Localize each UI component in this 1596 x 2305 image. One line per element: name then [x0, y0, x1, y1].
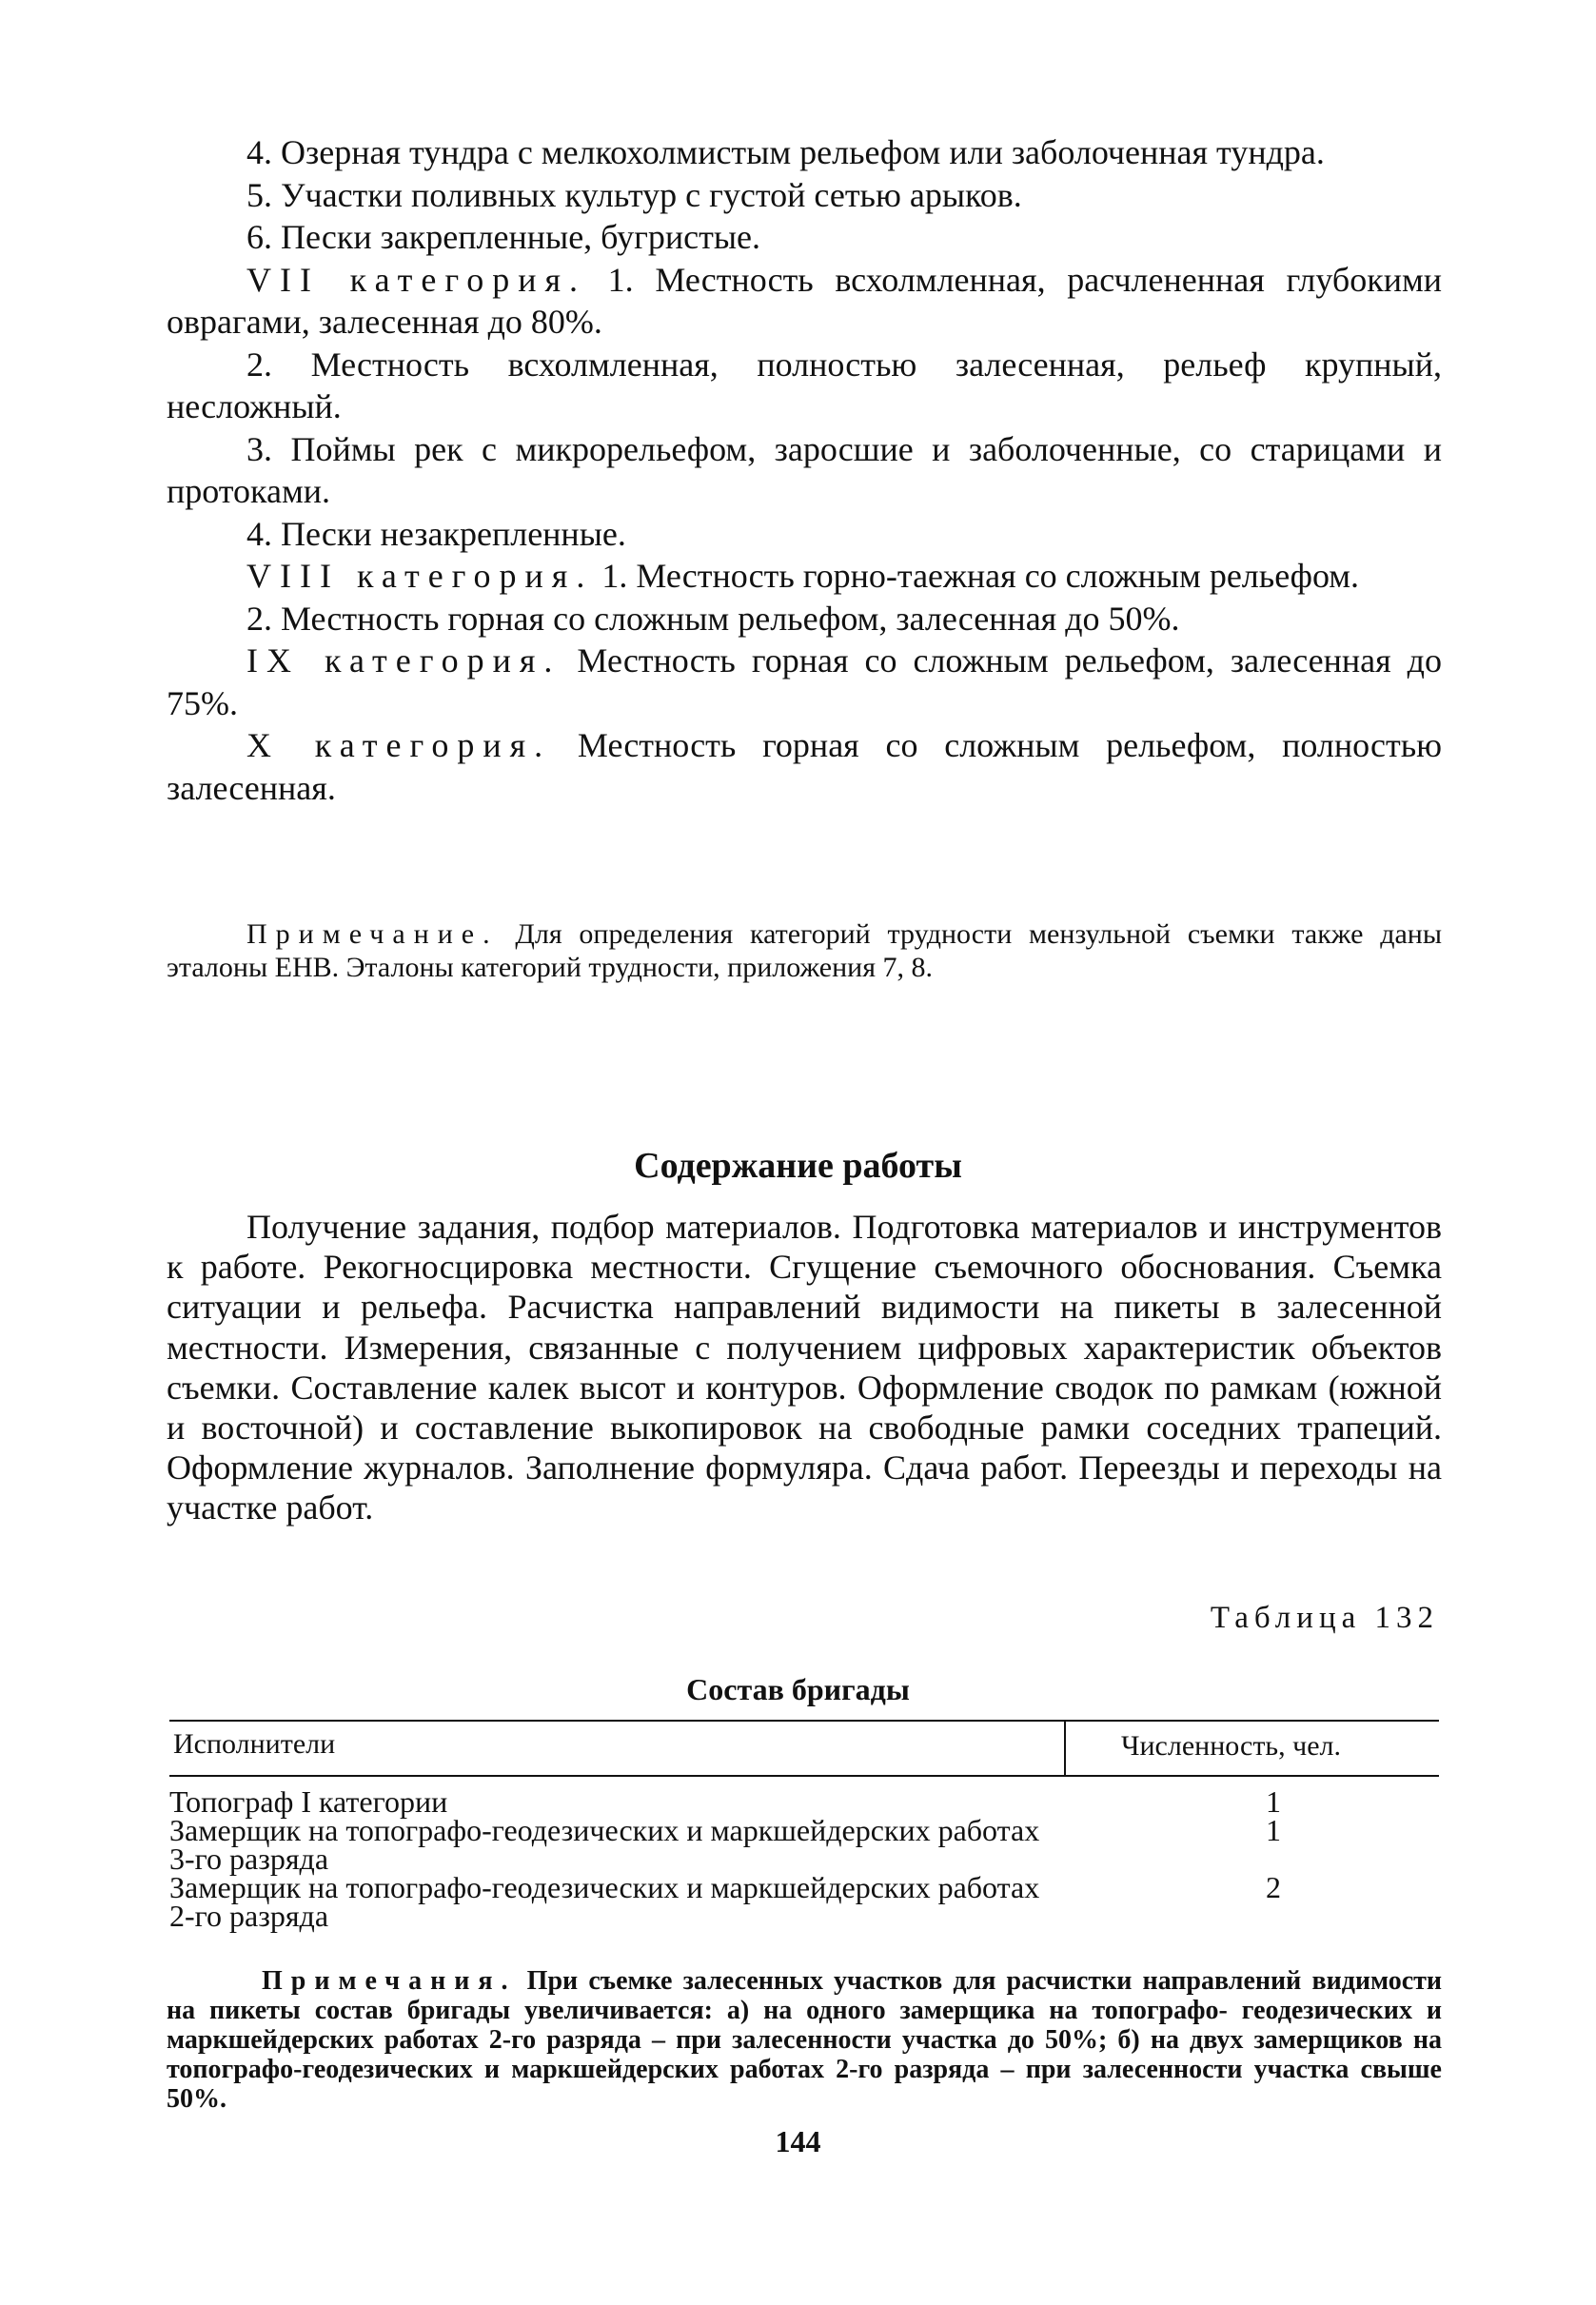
table-title: Состав бригады — [686, 1672, 910, 1706]
table-column-divider — [1064, 1720, 1066, 1775]
column-header-performers: Исполнители — [173, 1728, 336, 1760]
table-row — [169, 1870, 1439, 1933]
count-cell: 2 — [1266, 1870, 1281, 1904]
category-label: IX категория. — [246, 641, 562, 680]
category-label: VII категория. — [246, 260, 587, 299]
table-row — [169, 1813, 1439, 1876]
note-text: Для определения категорий трудности мензульной съемки также даны эталоны ЕНВ. Эталоны категорий трудности, приложения 7, 8. — [167, 918, 1442, 983]
page-number: 144 — [775, 2124, 821, 2158]
list-item: 5. Участки поливных культур с густой сетью арыков. — [246, 175, 1022, 214]
table-row — [169, 1784, 1439, 1819]
section-heading: Содержание работы — [634, 1146, 962, 1186]
table-top-rule — [169, 1720, 1439, 1722]
category-ix — [167, 640, 1442, 724]
count-cell: 1 — [1266, 1813, 1281, 1847]
category-text: 1. Местность горно-таежная со сложным рельефом. — [601, 557, 1360, 595]
list-item: 4. Пески незакрепленные. — [246, 514, 626, 553]
work-paragraph: Получение задания, подбор материалов. Подготовка материалов и инструментов к работе. Рекогносцировка местности. Сгущение съемочного обоснования. Съемка ситуации и рельефа. Расчистка направлений видимости на пикеты в залесенной местности. Измерения, связанные с получением цифровых характеристик объектов съемки. Составление калек высот и контуров. Оформление сводок по рамкам (южной и восточной) и составление выкопировок на свободные рамки соседних трапеций. Оформление журналов. Заполнение формуляра. Сдача работ. Переезды и переходы на участке работ. — [167, 1208, 1442, 1527]
list-item: 4. Озерная тундра с мелкохолмистым рельефом или заболоченная тундра. — [246, 133, 1325, 171]
category-label: X категория. — [246, 726, 552, 764]
note-text: При съемке залесенных участков для расчистки направлений видимости на пикеты состав бригады увеличивается: а) на одного замерщика на топографо- геодезических и маркшейдерских работах 2-го разряда – при залесенности участка до 50%; б) на двух замерщиков на топографо-геодезических и маркшейдерских работах 2-го разряда – при залесенности участка свыше 50%. — [167, 1966, 1443, 2114]
category-viii — [167, 555, 1442, 598]
table-header-rule — [169, 1775, 1439, 1777]
category-label: VIII категория. — [246, 557, 594, 595]
category-x — [167, 724, 1442, 809]
category-text: Местность горная со сложным рельефом, залесенная до 75%. — [167, 641, 1442, 722]
list-item: 2. Местность всхолмленная, полностью залесенная, рельеф крупный, несложный. — [167, 345, 1442, 425]
note-label: Примечание. — [246, 918, 499, 950]
category-text: Местность горная со сложным рельефом, полностью залесенная. — [167, 726, 1443, 807]
list-item: 2. Местность горная со сложным рельефом, залесенная до 50%. — [246, 599, 1180, 638]
count-cell: 1 — [1266, 1784, 1281, 1819]
note-categories — [167, 917, 1442, 984]
table-label: Таблица 132 — [1210, 1601, 1439, 1635]
note-label: Примечания. — [262, 1966, 517, 1996]
list-item: 6. Пески закрепленные, бугристые. — [246, 218, 761, 256]
category-list — [167, 131, 1442, 809]
category-vii — [167, 259, 1442, 344]
work-content — [167, 1207, 1442, 1528]
column-header-count: Численность, чел. — [1121, 1730, 1341, 1762]
note-brigade — [167, 1966, 1442, 2114]
category-text: 1. Местность всхолмленная, расчлененная глубокими оврагами, залесенная до 80%. — [167, 260, 1443, 341]
performer-cell: Топограф I категории — [169, 1784, 448, 1819]
performer-cell: Замерщик на топографо-геодезических и маркшейдерских работах 3-го разряда — [169, 1813, 1040, 1876]
performer-cell: Замерщик на топографо-геодезических и маркшейдерских работах 2-го разряда — [169, 1870, 1040, 1933]
list-item: 3. Поймы рек с микрорельефом, заросшие и заболоченные, со старицами и протоками. — [167, 429, 1442, 510]
